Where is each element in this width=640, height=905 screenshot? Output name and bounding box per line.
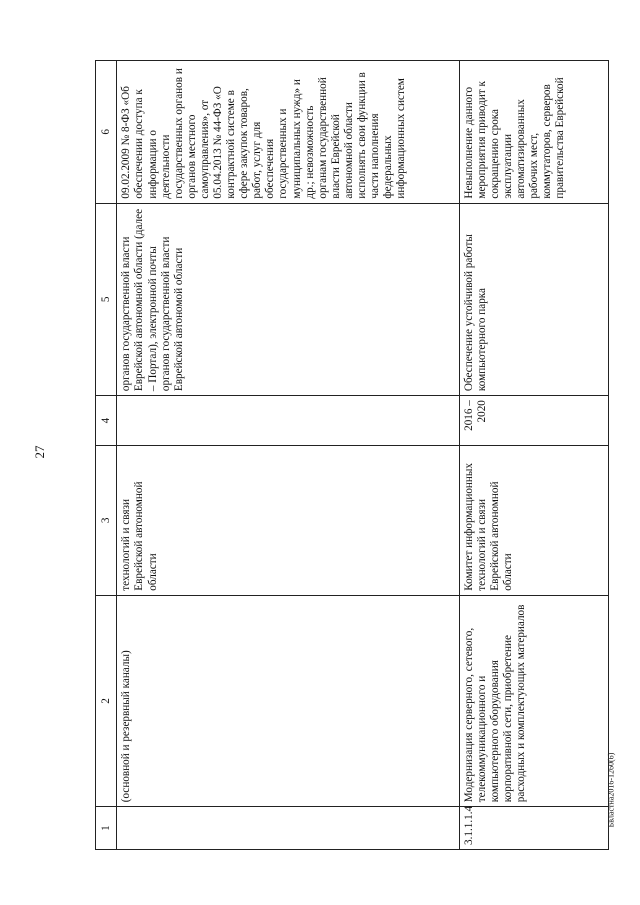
footer-code: Бвластна2016-1260(6): [606, 752, 616, 828]
period-cell: [117, 396, 459, 446]
table-header-row: [96, 61, 117, 850]
table-row: [117, 61, 459, 850]
header-cell-6: 6: [96, 61, 117, 204]
expected-result-cell: Обеспечение устойчивой работы компьютерного парка: [459, 203, 608, 395]
header-cell-3: 3: [96, 446, 117, 596]
table-row: [459, 61, 608, 850]
header-cell-2: 2: [96, 595, 117, 807]
row-number-cell: [117, 807, 459, 850]
consequences-cell: 09.02.2009 № 8-ФЗ «Об обеспечении доступа к информации о деятельности государственных органов и органов местного самоуправления», от 05.04.2013 № 44-ФЗ «О контрактной системе в сфере закупок товаров, работ, услуг для обеспечения государственных и муниципальных нужд» и др.; невозможность органам государственной власти Еврейской автономной области исполнять свои функции в части наполнения федеральных информационных систем: [117, 61, 459, 204]
period-cell: 2016 – 2020: [459, 396, 608, 446]
executor-cell: технологий и связи Еврейской автономной области: [117, 446, 459, 596]
program-table: [95, 60, 609, 850]
expected-result-cell: органов государственной власти Еврейской автономной области (далее – Портал), электронной почты органов государственной власти Еврейской автономой области: [117, 203, 459, 395]
header-cell-1: 1: [96, 807, 117, 850]
measure-name-cell: Модернизация серверного, сетевого, телекоммуникационного и компьютерного оборудования корпоративной сети, приобретение расходных и комплектующих материалов: [459, 595, 608, 807]
rotated-table-frame: [95, 60, 609, 850]
header-cell-5: 5: [96, 203, 117, 395]
consequences-cell: Невыполнение данного мероприятия приводит к сокращению срока эксплуатации автоматизированных рабочих мест, коммутаторов, серверов правительства Еврейской: [459, 61, 608, 204]
executor-cell: Комитет информационных технологий и связи Еврейской автономной области: [459, 446, 608, 596]
row-number-cell: 3.1.1.1.4: [459, 807, 608, 850]
measure-name-cell: (основной и резервный каналы): [117, 595, 459, 807]
page-number: 27: [32, 445, 47, 459]
table-container: [95, 60, 609, 850]
header-cell-4: 4: [96, 396, 117, 446]
